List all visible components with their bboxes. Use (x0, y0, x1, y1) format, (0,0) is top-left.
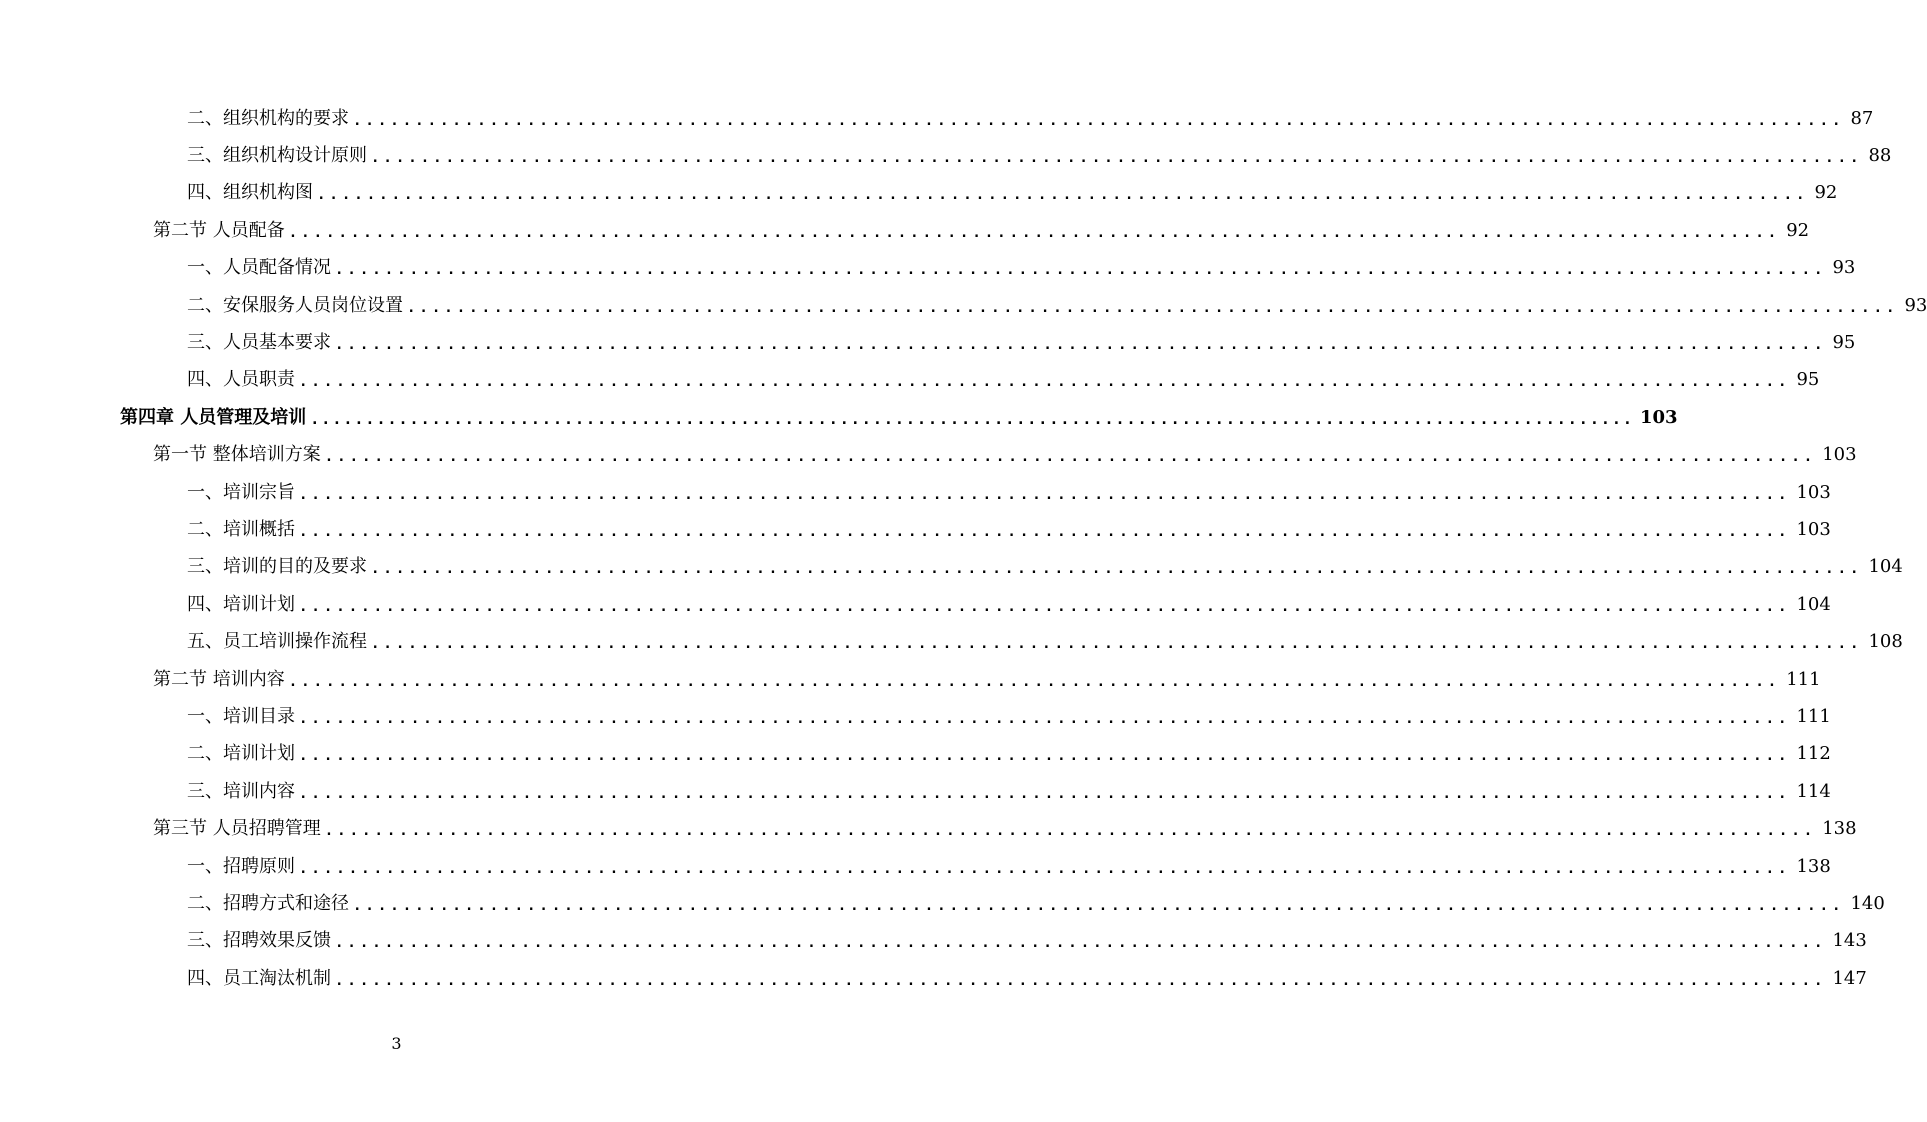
toc-entry-title: 三、组织机构设计原则 (187, 145, 367, 167)
toc-subsection-entry[interactable] (0, 137, 1892, 174)
toc-entry-title: 二、培训概括 (187, 518, 295, 540)
toc-dot-leader: ........................................................................................................................ (335, 262, 1827, 279)
toc-dot-leader: ........................................................................................................................ (335, 337, 1827, 354)
toc-entry-page-number: 95 (1832, 332, 1856, 354)
toc-section-entry[interactable] (0, 810, 1857, 847)
toc-dot-leader: ........................................................................................................................ (310, 410, 1634, 429)
toc-subsection-entry[interactable] (0, 848, 1831, 885)
toc-dot-leader: ........................................................................................................................ (288, 224, 1781, 241)
toc-entry-title: 第三节 人员招聘管理 (153, 818, 321, 840)
toc-subsection-entry[interactable] (0, 773, 1831, 810)
toc-entry-title: 五、员工培训操作流程 (187, 631, 367, 653)
toc-entry-page-number: 95 (1796, 369, 1820, 391)
toc-entry-title: 一、培训宗旨 (187, 481, 295, 503)
toc-subsection-entry[interactable] (0, 923, 1867, 960)
toc-dot-leader: ........................................................................................................................ (299, 785, 1791, 802)
toc-dot-leader: ........................................................................................................................ (335, 972, 1827, 989)
toc-subsection-entry[interactable] (0, 549, 1903, 586)
toc-entry-title: 二、组织机构的要求 (187, 107, 349, 129)
toc-entry-title: 一、培训目录 (187, 705, 295, 727)
toc-dot-leader: ........................................................................................................................ (353, 112, 1845, 129)
toc-subsection-entry[interactable] (0, 250, 1856, 287)
toc-dot-leader: ........................................................................................................................ (299, 748, 1791, 765)
page-number: 3 (391, 1034, 402, 1053)
toc-entry-page-number: 104 (1868, 556, 1903, 578)
toc-dot-leader: ........................................................................................................................ (324, 449, 1817, 466)
toc-subsection-entry[interactable] (0, 362, 1820, 399)
toc-dot-leader: ........................................................................................................................ (335, 935, 1827, 952)
toc-subsection-entry[interactable] (0, 324, 1856, 361)
toc-entry-title: 三、培训内容 (187, 780, 295, 802)
toc-entry-page-number: 140 (1850, 892, 1885, 914)
toc-entry-title: 三、招聘效果反馈 (187, 930, 331, 952)
toc-dot-leader: ........................................................................................................................ (371, 150, 1863, 167)
toc-entry-title: 四、培训计划 (187, 593, 295, 615)
toc-section-entry[interactable] (0, 437, 1857, 474)
toc-subsection-entry[interactable] (0, 736, 1831, 773)
toc-entry-page-number: 114 (1796, 780, 1831, 802)
toc-entry-page-number: 88 (1868, 145, 1892, 167)
toc-subsection-entry[interactable] (0, 474, 1831, 511)
toc-dot-leader: ........................................................................................................................ (371, 561, 1863, 578)
toc-entry-page-number: 143 (1832, 930, 1867, 952)
toc-dot-leader: ........................................................................................................................ (299, 598, 1791, 615)
toc-subsection-entry[interactable] (0, 586, 1831, 623)
toc-subsection-entry[interactable] (0, 511, 1831, 548)
toc-entry-page-number: 92 (1814, 182, 1838, 204)
toc-entry-page-number: 138 (1822, 818, 1857, 840)
toc-entry-title: 二、安保服务人员岗位设置 (187, 294, 403, 316)
toc-dot-leader: ........................................................................................................................ (324, 823, 1817, 840)
toc-entry-title: 一、招聘原则 (187, 855, 295, 877)
toc-subsection-entry[interactable] (0, 960, 1867, 997)
toc-entry-page-number: 93 (1904, 294, 1927, 316)
toc-dot-leader: ........................................................................................................................ (407, 299, 1899, 316)
toc-dot-leader: ........................................................................................................................ (299, 860, 1791, 877)
toc-entry-title: 第四章 人员管理及培训 (120, 406, 307, 428)
toc-entry-page-number: 87 (1850, 107, 1874, 129)
toc-entry-title: 第二节 培训内容 (153, 668, 285, 690)
toc-dot-leader: ........................................................................................................................ (353, 897, 1845, 914)
toc-entry-title: 一、人员配备情况 (187, 257, 331, 279)
toc-entry-title: 第二节 人员配备 (153, 219, 285, 241)
toc-dot-leader: ........................................................................................................................ (299, 710, 1791, 727)
toc-subsection-entry[interactable] (0, 885, 1885, 922)
toc-entry-page-number: 112 (1796, 743, 1831, 765)
toc-section-entry[interactable] (0, 661, 1821, 698)
toc-entry-title: 四、组织机构图 (187, 182, 313, 204)
toc-dot-leader: ........................................................................................................................ (317, 187, 1809, 204)
toc-dot-leader: ........................................................................................................................ (299, 374, 1791, 391)
toc-entry-title: 三、培训的目的及要求 (187, 556, 367, 578)
toc-entry-page-number: 111 (1786, 668, 1821, 690)
toc-entry-page-number: 93 (1832, 257, 1856, 279)
toc-entry-page-number: 104 (1796, 593, 1831, 615)
toc-subsection-entry[interactable] (0, 698, 1831, 735)
toc-dot-leader: ........................................................................................................................ (371, 636, 1863, 653)
toc-entry-page-number: 103 (1796, 481, 1831, 503)
toc-subsection-entry[interactable] (0, 175, 1838, 212)
toc-entry-page-number: 92 (1786, 219, 1810, 241)
toc-entry-page-number: 103 (1822, 444, 1857, 466)
toc-section-entry[interactable] (0, 212, 1810, 249)
toc-subsection-entry[interactable] (0, 287, 1927, 324)
toc-dot-leader: ........................................................................................................................ (288, 673, 1781, 690)
table-of-contents (0, 100, 1927, 997)
toc-dot-leader: ........................................................................................................................ (299, 486, 1791, 503)
toc-entry-page-number: 103 (1796, 518, 1831, 540)
toc-entry-title: 二、招聘方式和途径 (187, 892, 349, 914)
toc-entry-page-number: 103 (1639, 406, 1678, 428)
toc-subsection-entry[interactable] (0, 100, 1874, 137)
toc-entry-page-number: 108 (1868, 631, 1903, 653)
toc-subsection-entry[interactable] (0, 623, 1903, 660)
toc-entry-page-number: 111 (1796, 705, 1831, 727)
toc-entry-page-number: 138 (1796, 855, 1831, 877)
toc-chapter-entry[interactable] (0, 399, 1678, 436)
toc-dot-leader: ........................................................................................................................ (299, 523, 1791, 540)
toc-entry-title: 四、人员职责 (187, 369, 295, 391)
toc-entry-page-number: 147 (1832, 967, 1867, 989)
toc-entry-title: 二、培训计划 (187, 743, 295, 765)
toc-entry-title: 四、员工淘汰机制 (187, 967, 331, 989)
toc-entry-title: 三、人员基本要求 (187, 332, 331, 354)
toc-entry-title: 第一节 整体培训方案 (153, 444, 321, 466)
